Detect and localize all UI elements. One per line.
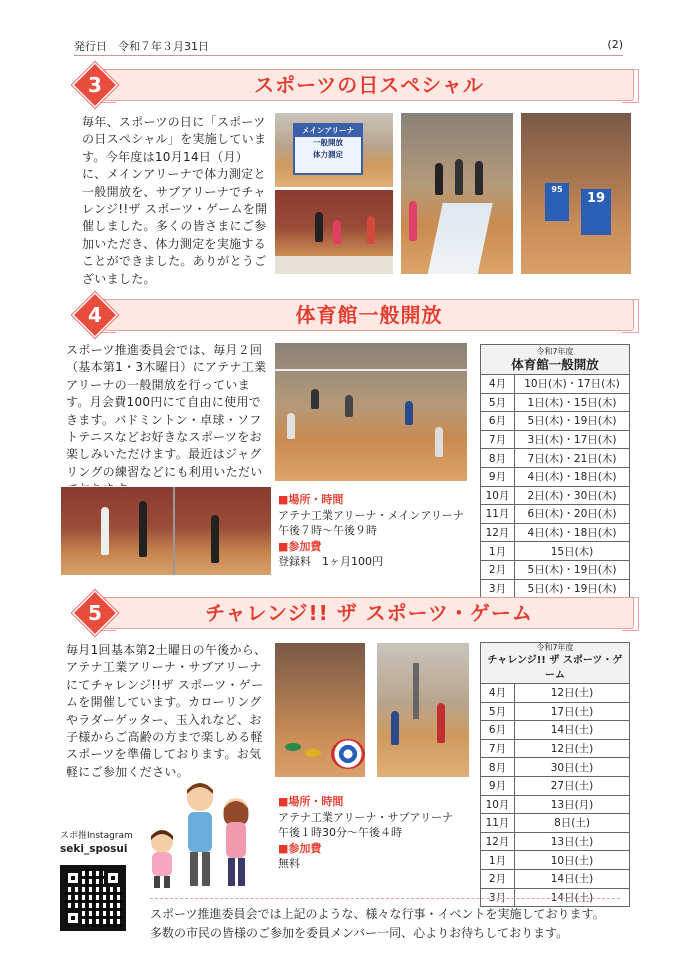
section-5-body: 毎月1回基本第2土曜日の午後から、アテナ工業アリーナ・サブアリーナにてチャレンジ!!ザ スポーツ・ゲームを開催しています。カローリングやラダーゲッター、玉入れなど、お子様からご高齢の方まで楽しめる軽スポーツを準備しております。お気軽にご参加ください。 xyxy=(66,643,267,779)
photo-ball-toss xyxy=(376,642,470,778)
table-row: 3月 5日(木)・19日(木) xyxy=(481,579,630,598)
table-row: 6月 5日(木)・19日(木) xyxy=(481,412,630,431)
instagram-handle[interactable]: seki_sposui xyxy=(60,843,128,855)
section-4-title: 4 体育館一般開放 xyxy=(74,294,634,336)
table-row: 10月 2日(木)・30日(木) xyxy=(481,486,630,505)
instagram-info: スポ推Instagram seki_sposui xyxy=(60,831,133,855)
issue-date: 発行日 令和７年３月31日 xyxy=(74,40,209,53)
table-row: 2月 5日(木)・19日(木) xyxy=(481,560,630,579)
table-row: 12月 13日(土) xyxy=(481,832,630,851)
family-illustration xyxy=(140,778,270,892)
table-row: 1月 10日(土) xyxy=(481,851,630,870)
table-row: 12月 4日(木)・18日(木) xyxy=(481,523,630,542)
section-3-title: 3 スポーツの日スペシャル xyxy=(74,64,634,106)
section-heading: チャレンジ!! ザ スポーツ・ゲーム xyxy=(205,601,533,625)
section-heading: 体育館一般開放 xyxy=(295,303,443,327)
table-row: 4月 10日(木)・17日(木) xyxy=(481,375,630,394)
table-row: 8月 7日(木)・21日(木) xyxy=(481,449,630,468)
section-heading: スポーツの日スペシャル xyxy=(254,73,484,97)
table-row: 11月 8日(土) xyxy=(481,814,630,833)
page-number: (2) xyxy=(607,38,623,51)
table-row: 11月 6日(木)・20日(木) xyxy=(481,505,630,524)
section-5-title: 5 チャレンジ!! ザ スポーツ・ゲーム xyxy=(74,592,634,634)
photo-jumping-test xyxy=(400,112,514,275)
arena-sign: メインアリーナ 一般開放 体力測定 xyxy=(293,123,363,175)
footer-message: スポーツ推進委員会では上記のような、様々な行事・イベントを実施しております。 多数の市民の皆様のご参加を委員メンバー一同、心よりお待ちしております。 xyxy=(150,898,620,943)
photo-children-jerseys: 95 19 xyxy=(520,112,632,275)
photo-curling xyxy=(274,642,366,778)
photo-fitness-test xyxy=(274,189,394,275)
table-row: 5月 1日(木)・15日(木) xyxy=(481,393,630,412)
section-3-body: 毎年、スポーツの日に「スポーツの日スペシャル」を実施しています。今年度は10月14日（月）に、メインアリーナで体力測定と一般開放を、サブアリーナでチャレンジ!!ザ スポーツ・ゲームを開催しました。多くの皆さまにご参加いただき、体力測定を実施することができました。ありがとうございました。 xyxy=(82,115,268,286)
section-4-body: スポーツ推進委員会では、毎月２回（基本第1・3木曜日）にアテナ工業アリーナの一般開放を行っています。月会費100円にて自由に使用できます。バドミントン・卓球・ソフトテニスなどお好きなスポーツをお楽しみいただけます。最近はジャグリングの練習などにも利用いただい xyxy=(66,343,267,479)
table-row: 9月 27日(土) xyxy=(481,776,630,795)
table-row: 7月 3日(木)・17日(木) xyxy=(481,430,630,449)
table-row: 1月 15日(木) xyxy=(481,542,630,561)
qr-code[interactable] xyxy=(60,865,126,931)
table-row: 10月 13日(月) xyxy=(481,795,630,814)
challenge-game-schedule-table: 令和7年度 チャレンジ!! ザ スポーツ・ゲーム 4月 12日(土) 5月 17日(土) 6月 14日(土) 7月 12日(土) 8月 30日(土) 9月 27日(土) 10月 13日(月) 11月 8日(土) 12月 13日(土) 1月 10日(土) 2月 14日(土) 3月 14日(土) xyxy=(480,642,630,907)
photo-open-gym xyxy=(274,342,468,482)
photo-arena-sign xyxy=(274,112,394,188)
table-row: 6月 14日(土) xyxy=(481,721,630,740)
table-row: 2月 14日(土) xyxy=(481,869,630,888)
table-row: 3月 14日(土) xyxy=(481,888,630,907)
table-row: 8月 30日(土) xyxy=(481,758,630,777)
table-row: 7月 12日(土) xyxy=(481,739,630,758)
table-row: 5月 17日(土) xyxy=(481,702,630,721)
table-row: 4月 12日(土) xyxy=(481,684,630,703)
table-row: 9月 4日(木)・18日(木) xyxy=(481,467,630,486)
open-gym-schedule-table: 令和7年度 体育館一般開放 4月 10日(木)・17日(木) 5月 1日(木)・15日(木) 6月 5日(木)・19日(木) 7月 3日(木)・17日(木) 8月 7日(木)・21日(木) 9月 4日(木)・18日(木) 10月 2日(木)・30日(木) 11月 6日(木)・20日(木) 12月 4日(木)・18日(木) 1月 15日(木) 2月 5日(木)・19日(木) 3月 5日(木)・19日(木) xyxy=(480,344,630,598)
section-4-info: ■場所・時間 アテナ工業アリーナ・メインアリーナ 午後７時〜午後９時 ■参加費 登録料 1ヶ月100円 xyxy=(278,493,464,568)
page-header xyxy=(74,38,623,56)
section-5-info: ■場所・時間 アテナ工業アリーナ・サブアリーナ 午後１時30分〜午後４時 ■参加費 無料 xyxy=(278,795,454,870)
photo-badminton xyxy=(60,486,272,576)
